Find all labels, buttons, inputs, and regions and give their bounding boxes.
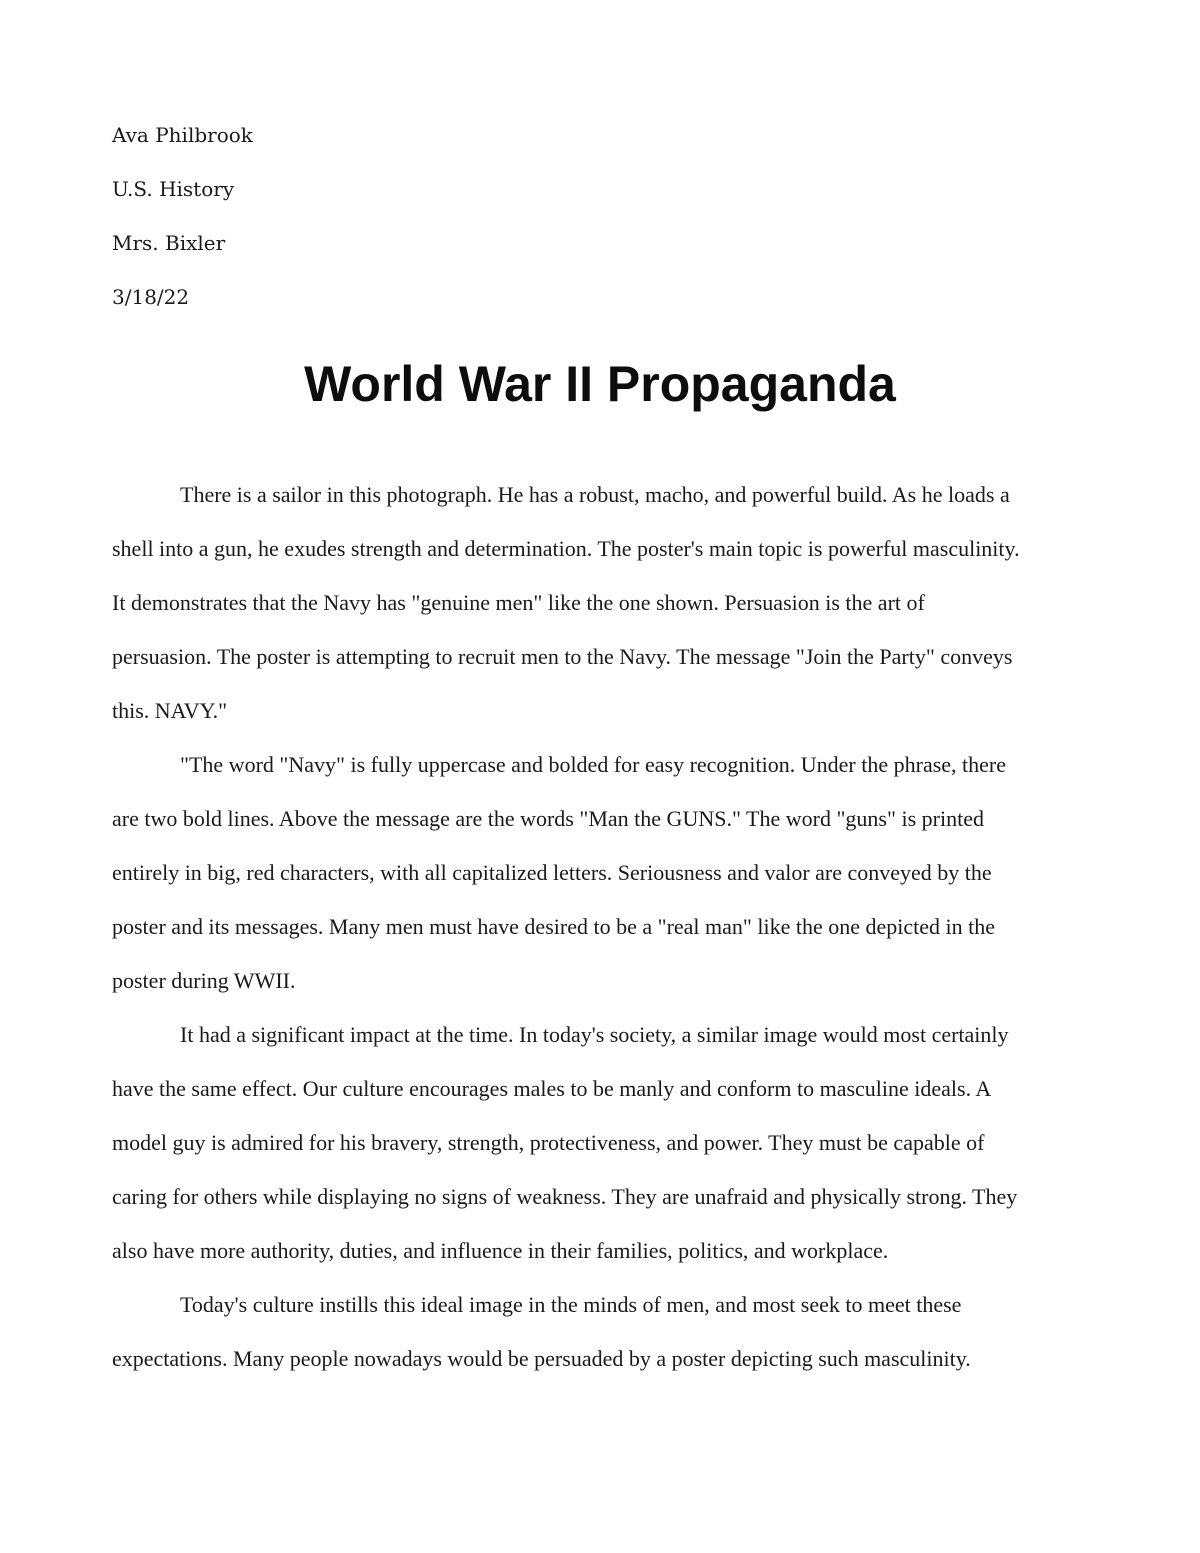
text-line: It demonstrates that the Navy has "genuine men" like the one shown. Persuasion is the art of [112, 590, 925, 615]
paragraph [112, 1278, 1092, 1386]
text-line: poster and its messages. Many men must have desired to be a "real man" like the one depicted in the [112, 914, 996, 939]
text-line: Today's culture instills this ideal image in the minds of men, and most seek to meet these [180, 1292, 962, 1317]
text-line: persuasion. The poster is attempting to recruit men to the Navy. The message "Join the Party" conveys [112, 644, 1013, 669]
document-title: World War II Propaganda [304, 356, 896, 412]
text-line: There is a sailor in this photograph. He has a robust, macho, and powerful build. As he loads a [180, 482, 1010, 507]
text-line: have the same effect. Our culture encourages males to be manly and conform to masculine ideals. A [112, 1076, 992, 1101]
text-line: expectations. Many people nowadays would be persuaded by a poster depicting such masculinity. [112, 1346, 971, 1371]
text-line: model guy is admired for his bravery, strength, protectiveness, and power. They must be capable of [112, 1130, 985, 1155]
text-line: It had a significant impact at the time. In today's society, a similar image would most certainly [180, 1022, 1009, 1047]
text-line: entirely in big, red characters, with all capitalized letters. Seriousness and valor are conveyed by the [112, 860, 992, 885]
paragraph [112, 738, 1092, 1008]
author-name: Ava Philbrook [112, 123, 253, 147]
text-line: this. NAVY." [112, 698, 228, 723]
paragraph [112, 1008, 1092, 1278]
text-line: are two bold lines. Above the message are the words "Man the GUNS." The word "guns" is printed [112, 806, 984, 831]
text-line: "The word "Navy" is fully uppercase and bolded for easy recognition. Under the phrase, there [180, 752, 1006, 777]
text-line: also have more authority, duties, and influence in their families, politics, and workplace. [112, 1238, 889, 1263]
text-line: caring for others while displaying no signs of weakness. They are unafraid and physically strong. They [112, 1184, 1018, 1209]
course-name: U.S. History [112, 177, 235, 201]
heading-block [112, 108, 253, 324]
teacher-name: Mrs. Bixler [112, 231, 226, 255]
document-date: 3/18/22 [112, 285, 190, 309]
text-line: poster during WWII. [112, 968, 296, 993]
paragraph [112, 468, 1092, 738]
text-line: shell into a gun, he exudes strength and determination. The poster's main topic is powerful masculinity. [112, 536, 1020, 561]
essay-body [112, 468, 1092, 1386]
